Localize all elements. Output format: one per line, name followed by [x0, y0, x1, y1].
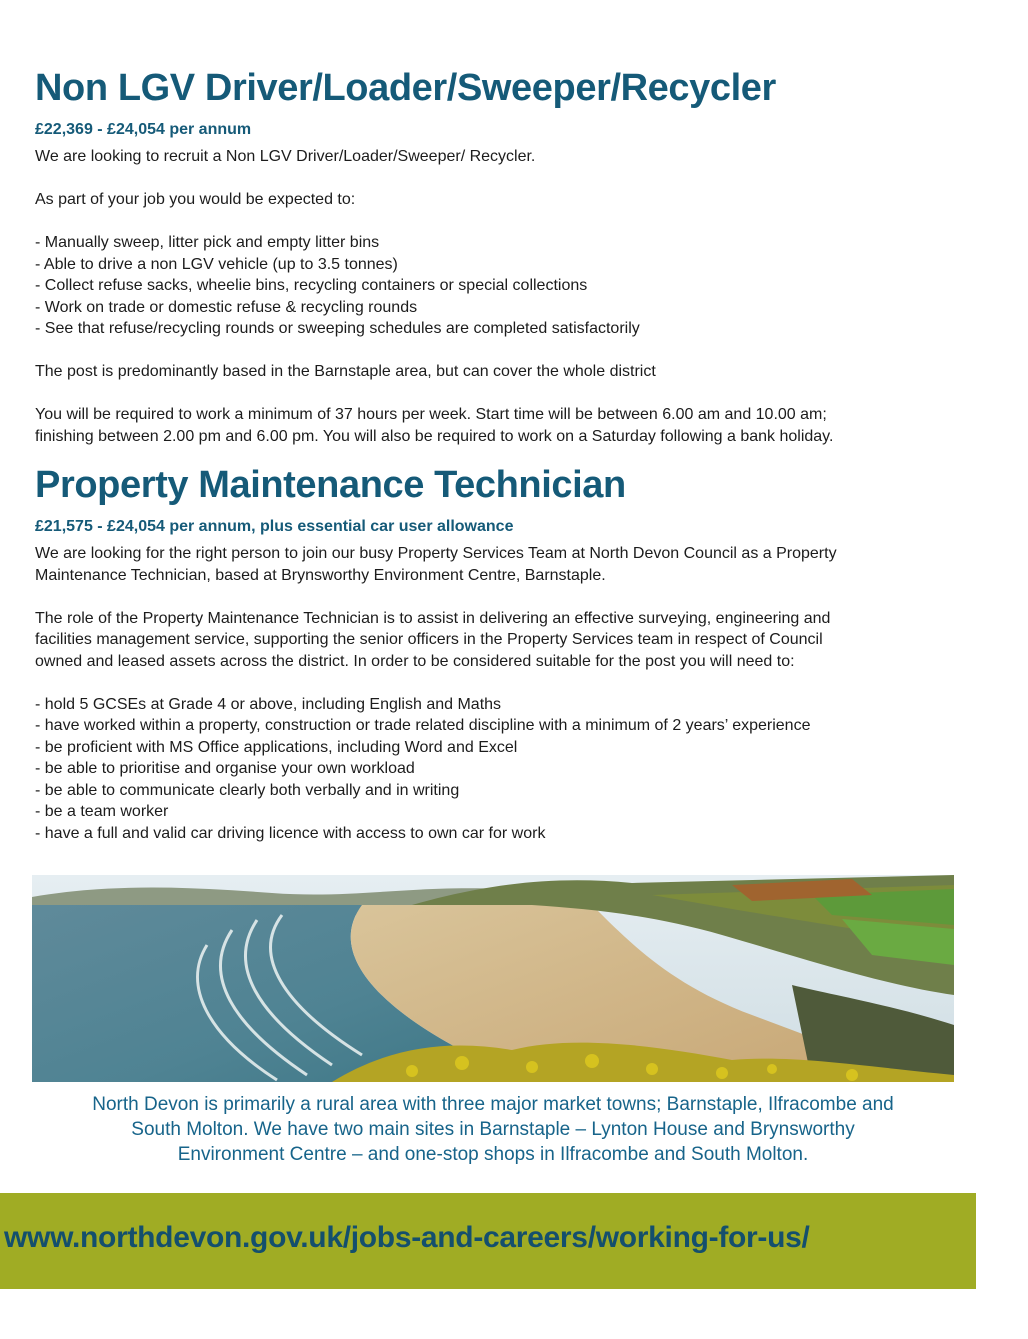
list-item: - hold 5 GCSEs at Grade 4 or above, including English and Maths: [35, 695, 502, 713]
job-role-2: facilities management service, supporting the senior officers in the Property Services team in respect of Council: [35, 631, 823, 648]
caption-line: North Devon is primarily a rural area with three major market towns; Barnstaple, Ilfracombe and: [92, 1094, 894, 1115]
job-salary: £22,369 - £24,054 per annum: [35, 121, 252, 138]
requirements-list: [35, 694, 975, 845]
list-item: - have worked within a property, construction or trade related discipline with a minimum of 2 years’ experience: [35, 717, 811, 734]
caption-line: Environment Centre – and one-stop shops in Ilfracombe and South Molton.: [177, 1144, 809, 1165]
job-salary: £21,575 - £24,054 per annum, plus essential car user allowance: [35, 518, 514, 535]
job-intro: We are looking to recruit a Non LGV Driver/Loader/Sweeper/ Recycler.: [35, 148, 536, 165]
caption-line: South Molton. We have two main sites in Barnstaple – Lynton House and Brynsworthy: [131, 1119, 855, 1140]
job-hours-1: You will be required to work a minimum of 37 hours per week. Start time will be between 6.00 am and 10.00 am;: [35, 406, 827, 423]
list-item: - Collect refuse sacks, wheelie bins, recycling containers or special collections: [35, 277, 588, 294]
job-intro-1: We are looking for the right person to join our busy Property Services Team at North Devon Council as a Property: [35, 545, 837, 562]
region-caption: [32, 1092, 954, 1167]
careers-url-link[interactable]: www.northdevon.gov.uk/jobs-and-careers/working-for-us/: [4, 1221, 810, 1254]
list-item: - be able to prioritise and organise your own workload: [35, 760, 415, 777]
list-item: - Work on trade or domestic refuse & recycling rounds: [35, 298, 418, 316]
job-listings: [35, 64, 975, 844]
list-item: - have a full and valid car driving licence with access to own car for work: [35, 824, 546, 842]
footer-band: [0, 1193, 976, 1289]
job-expected: As part of your job you would be expected to:: [35, 191, 356, 208]
list-item: - be able to communicate clearly both verbally and in writing: [35, 781, 460, 799]
list-item: - be a team worker: [35, 803, 169, 820]
list-item: - See that refuse/recycling rounds or sweeping schedules are completed satisfactorily: [35, 320, 640, 337]
job-title: Property Maintenance Technician: [35, 464, 626, 506]
job-intro-2: Maintenance Technician, based at Brynsworthy Environment Centre, Barnstaple.: [35, 566, 606, 584]
job-non-lgv: [35, 64, 975, 447]
job-role-3: owned and leased assets across the district. In order to be considered suitable for the post you will need to:: [35, 652, 795, 670]
duties-list: [35, 232, 975, 340]
coastline-photo: [32, 875, 954, 1082]
job-title: Non LGV Driver/Loader/Sweeper/Recycler: [35, 67, 776, 109]
job-location: The post is predominantly based in the Barnstaple area, but can cover the whole district: [35, 363, 656, 380]
list-item: - Manually sweep, litter pick and empty litter bins: [35, 234, 380, 251]
job-role-1: The role of the Property Maintenance Technician is to assist in delivering an effective surveying, engineering and: [35, 609, 831, 627]
list-item: - be proficient with MS Office applications, including Word and Excel: [35, 738, 518, 756]
job-hours-2: finishing between 2.00 pm and 6.00 pm. You will also be required to work on a Saturday following a bank holiday.: [35, 427, 834, 445]
job-property-technician: [35, 461, 975, 844]
list-item: - Able to drive a non LGV vehicle (up to 3.5 tonnes): [35, 255, 398, 273]
